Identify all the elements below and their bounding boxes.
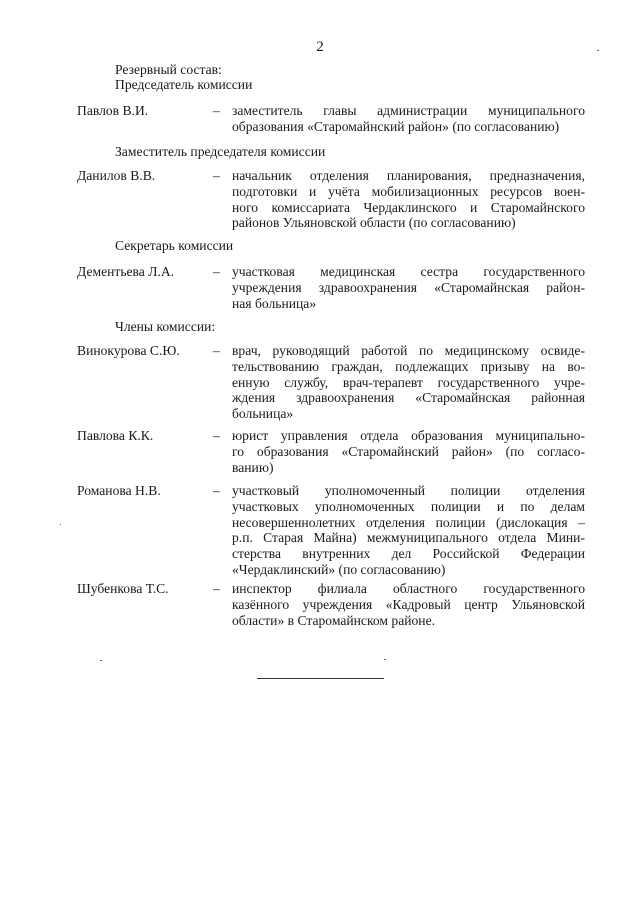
section-heading-deputy: Заместитель председателя комиссии bbox=[115, 144, 326, 159]
scan-speck bbox=[597, 50, 599, 51]
section-heading-secretary: Секретарь комиссии bbox=[115, 238, 234, 253]
member-name: Павлова К.К. bbox=[77, 428, 154, 443]
description-line: го образования «Старомайнский район» (по согласо- bbox=[232, 443, 585, 459]
member-name: Дементьева Л.А. bbox=[77, 264, 175, 279]
description-line: юрист управления отдела образования муниципально- bbox=[232, 428, 585, 443]
closing-rule bbox=[257, 678, 384, 679]
member-description bbox=[232, 581, 585, 628]
member-name: Данилов В.В. bbox=[77, 168, 156, 183]
dash-separator: – bbox=[213, 264, 220, 279]
description-line: учреждения здравоохранения «Старомайнская район- bbox=[232, 279, 585, 295]
description-line: несовершеннолетних отделения полиции (дислокация – bbox=[232, 514, 585, 530]
description-line: начальник отделения планирования, предназначения, bbox=[232, 168, 585, 183]
description-line: районов Ульяновской области (по согласованию) bbox=[232, 215, 516, 231]
dash-separator: – bbox=[213, 168, 220, 183]
description-line: стерства внутренних дел Российской Федерации bbox=[232, 546, 585, 562]
description-line: «Чердаклинский» (по согласованию) bbox=[232, 561, 446, 577]
description-line: области» в Старомайнском районе. bbox=[232, 612, 436, 628]
description-line: подготовки и учёта мобилизационных ресурсов воен- bbox=[232, 183, 585, 199]
dash-separator: – bbox=[213, 581, 220, 596]
description-line: участковый уполномоченный полиции отделения bbox=[232, 483, 585, 498]
description-line: ванию) bbox=[232, 459, 274, 475]
description-line: участковых уполномоченных полиции и по делам bbox=[232, 498, 585, 514]
member-name: Винокурова С.Ю. bbox=[77, 343, 180, 358]
page-number: 2 bbox=[316, 39, 324, 55]
member-description bbox=[232, 264, 585, 311]
member-description bbox=[232, 343, 585, 422]
member-description bbox=[232, 168, 585, 231]
dash-separator: – bbox=[213, 103, 220, 118]
section-heading-chairman: Председатель комиссии bbox=[115, 77, 253, 92]
description-line: образования «Старомайнский район» (по согласованию) bbox=[232, 118, 560, 134]
reserve-heading: Резервный состав: bbox=[115, 62, 222, 77]
member-description bbox=[232, 103, 585, 135]
section-heading-members: Члены комиссии: bbox=[115, 319, 216, 334]
description-line: ная больница» bbox=[232, 295, 317, 311]
dash-separator: – bbox=[213, 343, 220, 358]
description-line: тельствованию граждан, подлежащих призыву на во- bbox=[232, 358, 585, 374]
member-description bbox=[232, 483, 585, 578]
description-line: заместитель главы администрации муниципального bbox=[232, 103, 585, 118]
member-name: Романова Н.В. bbox=[77, 483, 161, 498]
scan-speck bbox=[60, 524, 61, 525]
description-line: участковая медицинская сестра государственного bbox=[232, 264, 585, 279]
description-line: енную службу, врач-терапевт государственного учре- bbox=[232, 374, 585, 390]
description-line: р.п. Старая Майна) межмуниципального отдела Мини- bbox=[232, 530, 585, 546]
description-line: ждения здравоохранения «Старомайнская районная bbox=[232, 390, 585, 406]
description-line: больница» bbox=[232, 406, 294, 422]
description-line: инспектор филиала областного государственного bbox=[232, 581, 585, 596]
member-name: Павлов В.И. bbox=[77, 103, 149, 118]
scan-speck bbox=[100, 660, 102, 661]
description-line: ного комиссариата Чердаклинского и Старомайнского bbox=[232, 199, 585, 215]
scan-speck bbox=[384, 659, 386, 660]
member-name: Шубенкова Т.С. bbox=[77, 581, 169, 596]
member-description bbox=[232, 428, 585, 475]
dash-separator: – bbox=[213, 428, 220, 443]
description-line: казённого учреждения «Кадровый центр Ульяновской bbox=[232, 596, 585, 612]
dash-separator: – bbox=[213, 483, 220, 498]
description-line: врач, руководящий работой по медицинскому освиде- bbox=[232, 343, 585, 358]
